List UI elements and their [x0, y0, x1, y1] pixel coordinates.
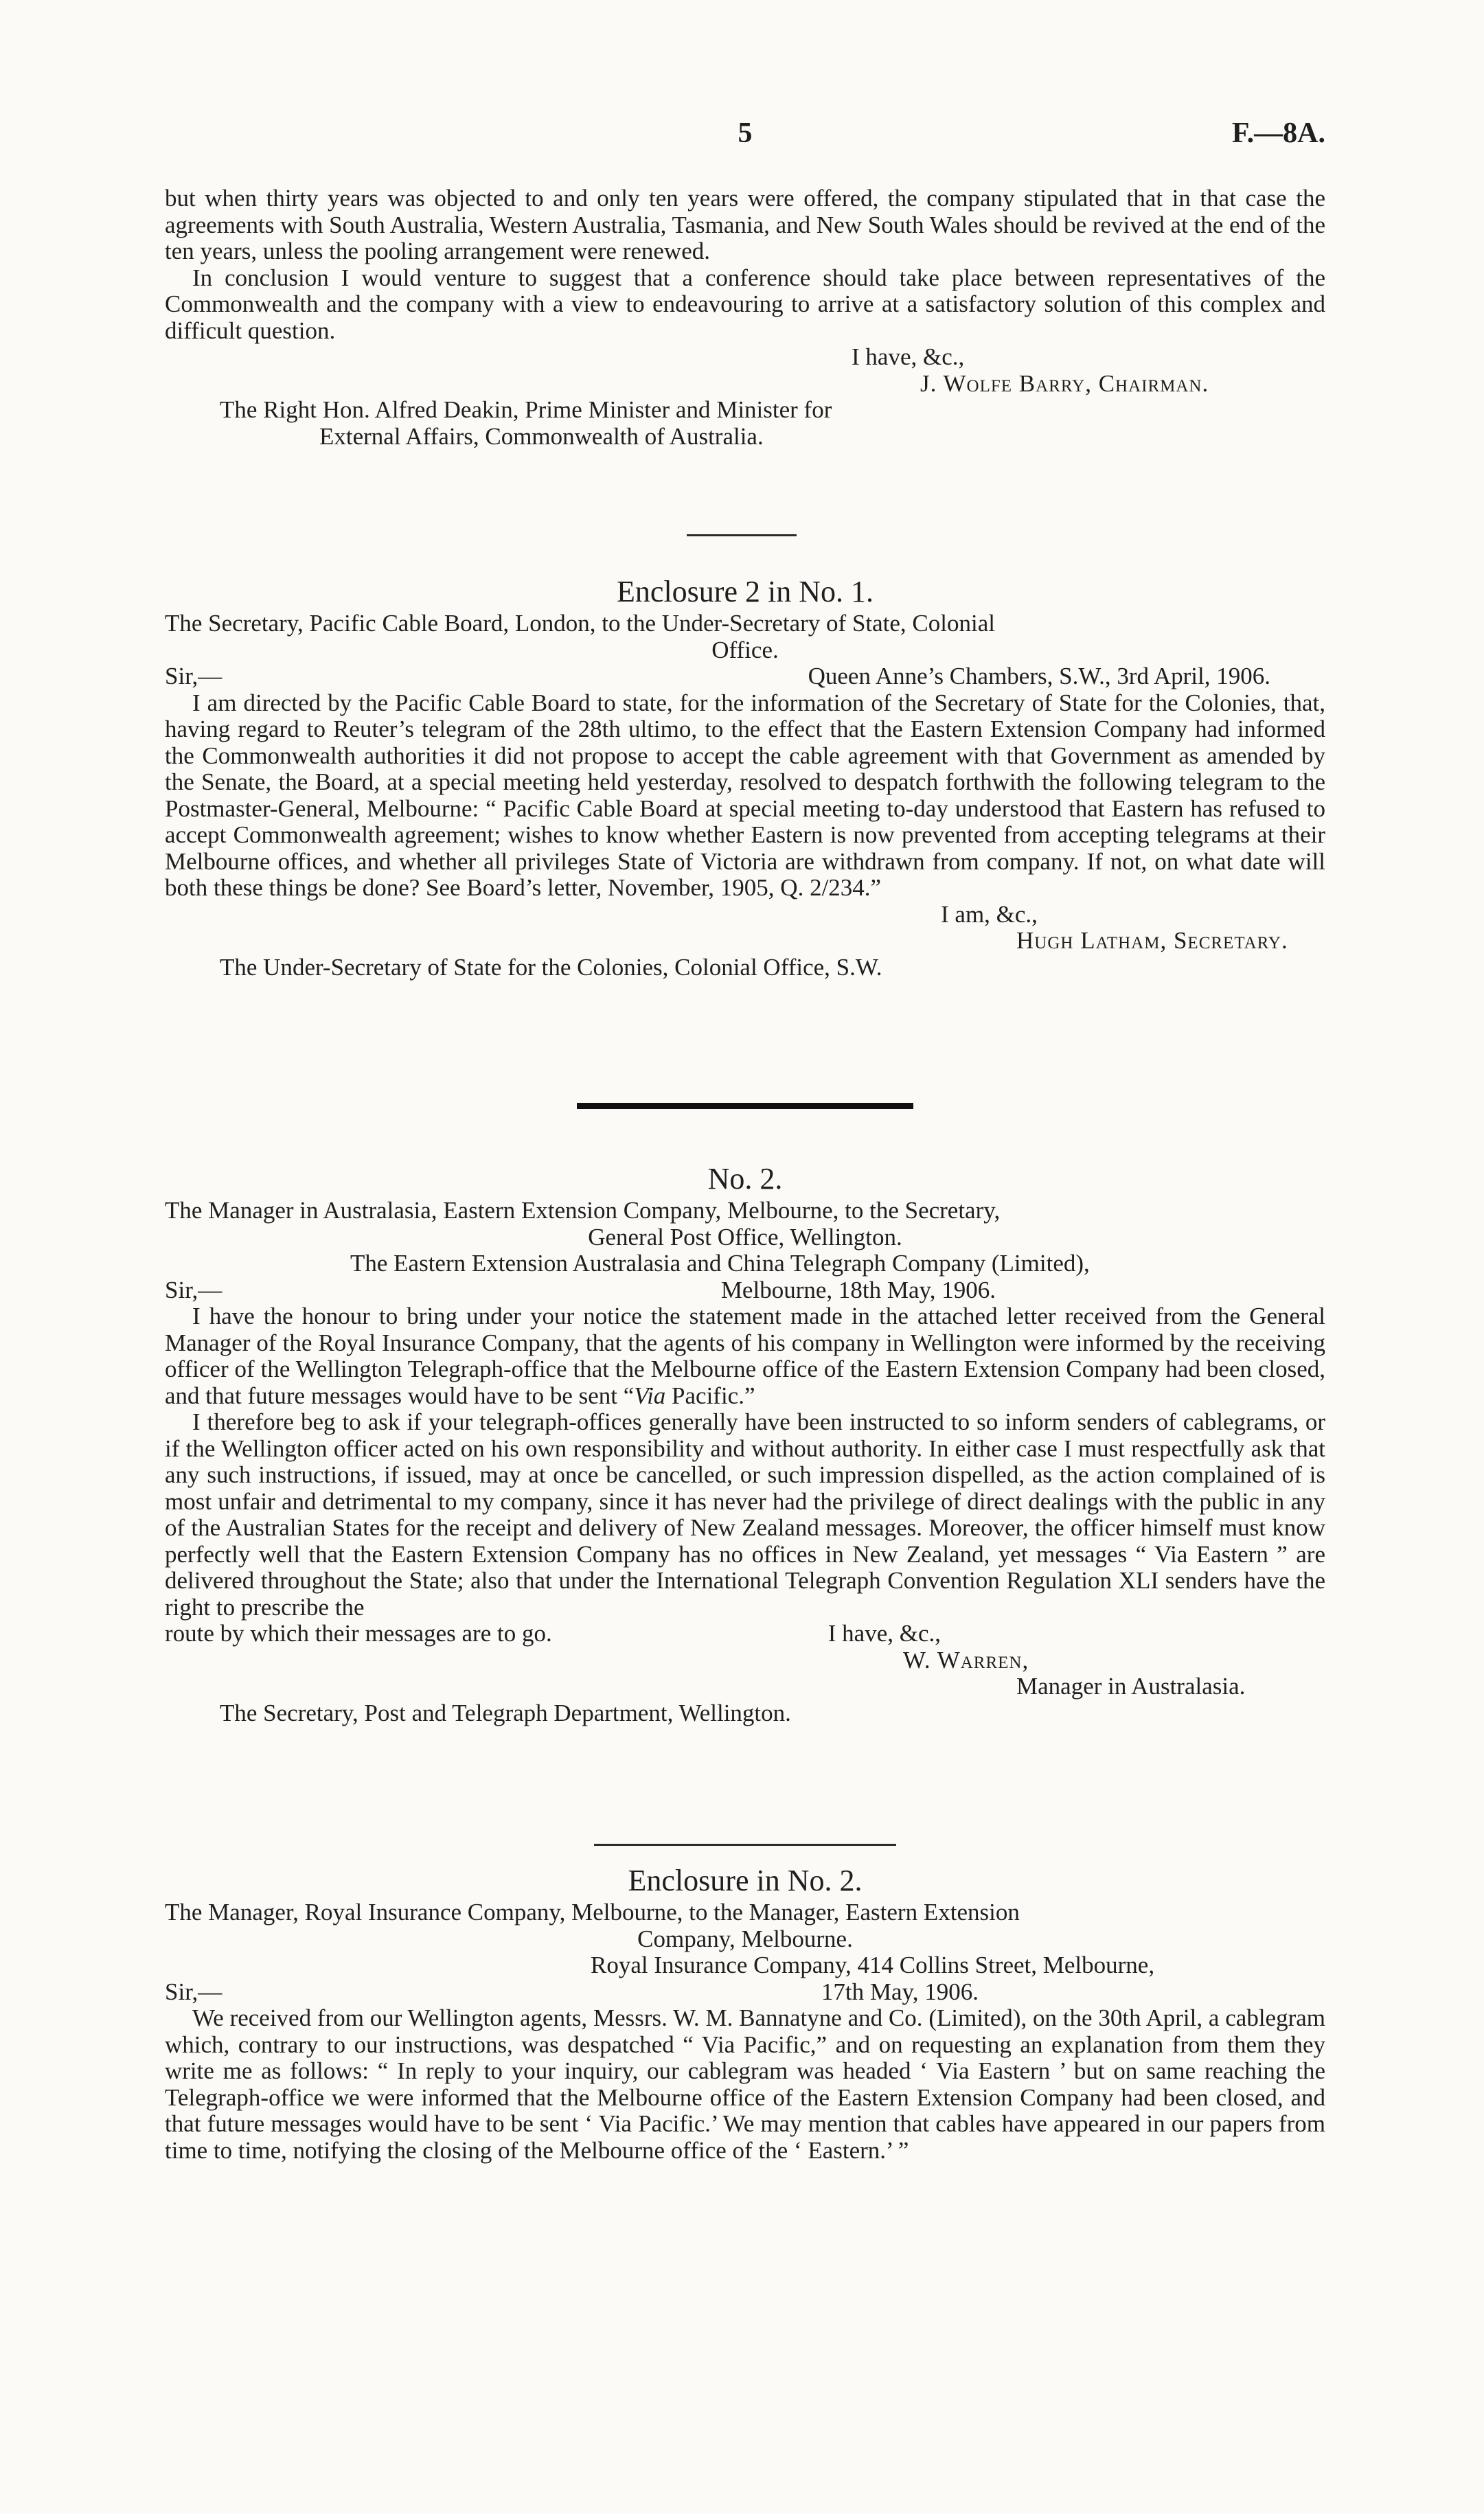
no-2-location-date: Melbourne, 18th May, 1906. [720, 1276, 996, 1303]
no-2-from-to-line-1: The Manager in Australasia, Eastern Extension Company, Melbourne, to the Secretary, [165, 1197, 1001, 1224]
letter-1-signature: J. Wolfe Barry, Chairman. [920, 369, 1209, 397]
letter-1-section [165, 185, 1325, 450]
enclosure-no-2-section [165, 1862, 1325, 2164]
enclosure-2-from-to-line-1: The Secretary, Pacific Cable Board, London, to the Under-Secretary of State, Colonial [165, 610, 995, 637]
page-header [165, 117, 1325, 155]
section-divider [594, 1844, 896, 1846]
enclosure-2-signature: Hugh Latham, Secretary. [1016, 927, 1288, 954]
no-2-signature: W. Warren, [903, 1646, 1029, 1673]
no-2-addressee: The Secretary, Post and Telegraph Department, Wellington. [220, 1699, 791, 1726]
section-divider [687, 534, 797, 536]
enclosure-2-location-date: Queen Anne’s Chambers, S.W., 3rd April, 1906. [808, 663, 1270, 689]
enclosure-no-2-date: 17th May, 1906. [821, 1978, 979, 2005]
enclosure-2-salutation: Sir,— [165, 663, 222, 689]
no-2-paragraph-2: I therefore beg to ask if your telegraph-offices generally have been instructed to so inform senders of cablegrams, or if the Wellington officer acted on his own responsibility and without authority. In either case I must respectfully ask that any such instructions, if issued, may at once be cancelled, or such impression dispelled, as the action complained of is most unfair and detrimental to my company, since it has never had the privilege of direct dealings with the public in any of the Australian States for the receipt and delivery of New Zealand messages. Moreover, the officer himself must know perfectly well that the Eastern Extension Company has no offices in New Zealand, yet messages “ Via Eastern ” are delivered throughout the State; also that under the International Telegraph Convention Regulation XLI senders have the right to prescribe the [165, 1408, 1325, 1621]
enclosure-no-2-from-to-line-1: The Manager, Royal Insurance Company, Melbourne, to the Manager, Eastern Extension [165, 1899, 1020, 1926]
enclosure-no-2-from-to-line-2: Company, Melbourne. [637, 1925, 853, 1952]
no-2-letterhead: The Eastern Extension Australasia and China Telegraph Company (Limited), [350, 1250, 1090, 1277]
no-2-paragraph-2-last-line: route by which their messages are to go. [165, 1620, 552, 1647]
letter-1-addressee-line-1: The Right Hon. Alfred Deakin, Prime Minister and Minister for [220, 396, 832, 423]
no-2-closing: I have, &c., [827, 1620, 941, 1647]
enclosure-no-2-salutation: Sir,— [165, 1978, 222, 2005]
no-2-salutation: Sir,— [165, 1276, 222, 1303]
enclosure-no-2-letterhead: Royal Insurance Company, 414 Collins Street, Melbourne, [591, 1952, 1155, 1978]
no-2-section [165, 1161, 1325, 1726]
letter-1-closing: I have, &c., [852, 343, 965, 370]
section-divider-thick [577, 1103, 913, 1109]
no-2-title: No. 2. [707, 1162, 783, 1196]
enclosure-2-section [165, 573, 1325, 981]
enclosure-2-title: Enclosure 2 in No. 1. [617, 575, 874, 608]
enclosure-2-addressee: The Under-Secretary of State for the Colonies, Colonial Office, S.W. [220, 953, 882, 981]
no-2-closing-row [165, 1621, 1325, 1647]
document-reference: F.—8A. [1231, 117, 1325, 149]
enclosure-no-2-title: Enclosure in No. 2. [628, 1864, 863, 1897]
enclosure-2-from-to-line-2: Office. [711, 636, 779, 663]
no-2-paragraph-1-end: Pacific.” [665, 1382, 755, 1409]
letter-1-addressee-line-2: External Affairs, Commonwealth of Australia. [319, 422, 764, 450]
letter-1-paragraph-1: but when thirty years was objected to and only ten years were offered, the company stipulated that in that case the agreements with South Australia, Western Australia, Tasmania, and New South Wales should be revived at the end of the ten years, unless the pooling arrangement were renewed. [165, 185, 1326, 264]
enclosure-2-salutation-row [165, 663, 1325, 690]
no-2-paragraph-1 [165, 1303, 1325, 1409]
no-2-signature-title: Manager in Australasia. [1016, 1673, 1246, 1700]
page-number: 5 [738, 117, 753, 149]
enclosure-2-closing: I am, &c., [941, 900, 1038, 928]
enclosure-2-body: I am directed by the Pacific Cable Board to state, for the information of the Secretary of State for the Colonies, that, having regard to Reuter’s telegram of the 28th ultimo, to the effect that the Eastern Extension Company had informed the Commonwealth authorities it did not propose to accept the cable agreement with that Government as amended by the Senate, the Board, at a special meeting held yesterday, resolved to despatch forthwith the following telegram to the Postmaster-General, Melbourne: “ Pacific Cable Board at special meeting to-day understood that Eastern has refused to accept Commonwealth agreement; wishes to know whether Eastern is now prevented from accepting telegrams at their Melbourne offices, and whether all privileges State of Victoria are withdrawn from company. If not, on what date will both these things be done? See Board’s letter, November, 1905, Q. 2/234.” [165, 689, 1325, 901]
no-2-paragraph-1-via: Via [634, 1382, 666, 1409]
enclosure-no-2-salutation-row [165, 1979, 1325, 2006]
no-2-salutation-row [165, 1277, 1325, 1304]
letter-1-paragraph-2: In conclusion I would venture to suggest that a conference should take place between representatives of the Commonwealth and the company with a view to endeavouring to arrive at a satisfactory solution of this complex and difficult question. [165, 264, 1325, 344]
no-2-from-to-line-2: General Post Office, Wellington. [588, 1223, 902, 1250]
enclosure-no-2-body: We received from our Wellington agents, Messrs. W. M. Bannatyne and Co. (Limited), on the 30th April, a cablegram which, contrary to our instructions, was despatched “ Via Pacific,” and on requesting an explanation from them they write me as follows: “ In reply to your inquiry, our cablegram was headed ‘ Via Eastern ’ but on same reaching the Telegraph-office we were informed that the Melbourne office of the Eastern Extension Company had been closed, and that future messages would have to be sent ‘ Via Pacific.’ We may mention that cables have appeared in our papers from time to time, notifying the closing of the Melbourne office of the ‘ Eastern.’ ” [165, 2004, 1325, 2164]
no-2-paragraph-1-text: I have the honour to bring under your notice the statement made in the attached letter received from the General Manager of the Royal Insurance Company, that the agents of his company in Wellington were informed by the receiving officer of the Wellington Telegraph-office that the Melbourne office of the Eastern Extension Company had been closed, and that future messages would have to be sent “ [165, 1303, 1325, 1409]
